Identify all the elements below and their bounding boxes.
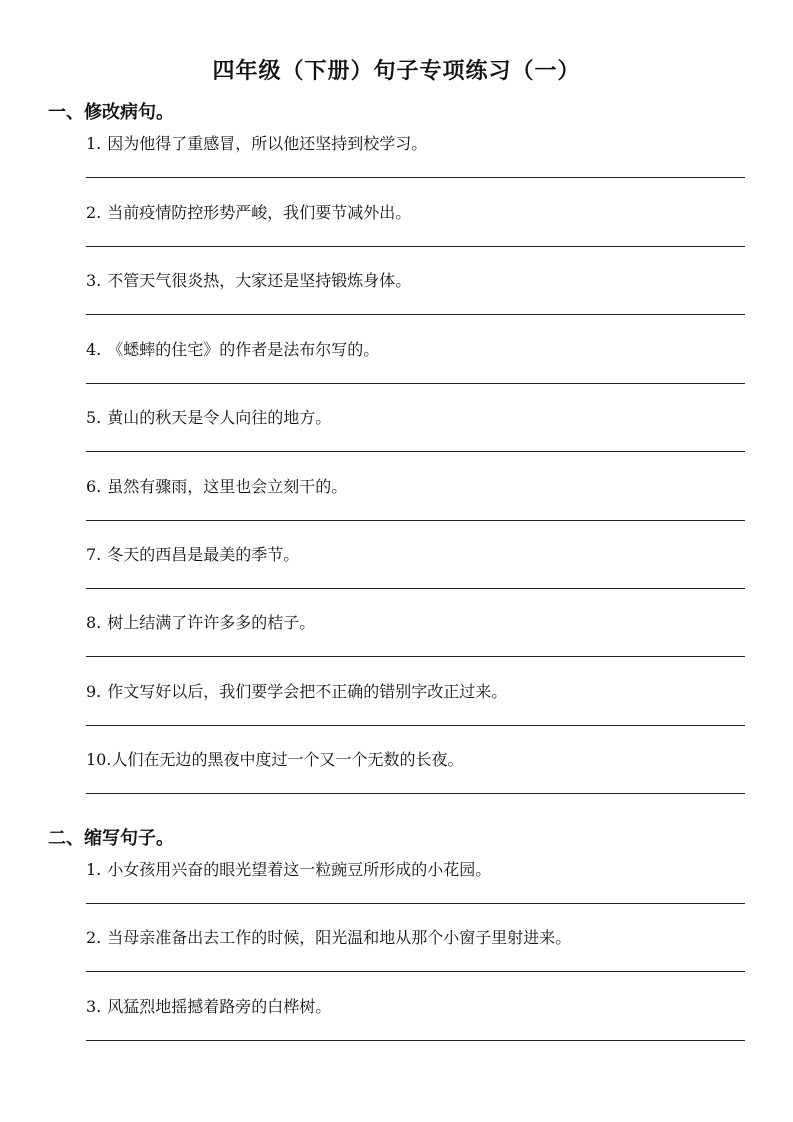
answer-line[interactable] [86,971,745,972]
page-title: 四年级（下册）句子专项练习（一） [212,58,581,84]
question-number: 7. [86,545,102,564]
question-sentence: 小女孩用兴奋的眼光望着这一粒豌豆所形成的小花园。 [107,860,492,879]
answer-line[interactable] [86,1040,745,1041]
question-number: 6. [86,477,102,496]
question-number: 2. [86,928,102,947]
question-sentence: 风猛烈地摇撼着路旁的白桦树。 [107,997,332,1016]
question-sentence: 当母亲准备出去工作的时候，阳光温和地从那个小窗子里射进来。 [107,928,572,947]
question-item [86,928,746,948]
question-text [86,340,746,360]
question-item [86,408,746,428]
answer-line[interactable] [86,314,745,315]
answer-line[interactable] [86,246,745,247]
question-item [86,545,746,565]
question-text [86,997,746,1017]
question-text [86,545,746,565]
question-item [86,860,746,880]
question-sentence: 当前疫情防控形势严峻，我们要节减外出。 [107,203,412,222]
question-text [86,271,746,291]
answer-line[interactable] [86,725,745,726]
question-number: 1. [86,860,102,879]
question-item [86,134,746,154]
question-text [86,928,746,948]
answer-line[interactable] [86,588,745,589]
question-sentence: 虽然有骤雨，这里也会立刻干的。 [107,477,348,496]
question-item [86,271,746,291]
answer-line[interactable] [86,793,745,794]
question-item [86,203,746,223]
answer-line[interactable] [86,520,745,521]
question-number: 8. [86,613,102,632]
question-number: 1. [86,134,102,153]
question-text [86,477,746,497]
question-text [86,860,746,880]
answer-line[interactable] [86,903,745,904]
question-text [86,134,746,154]
question-sentence: 树上结满了许许多多的桔子。 [107,613,316,632]
question-sentence: 黄山的秋天是令人向往的地方。 [107,408,332,427]
question-number: 3. [86,997,102,1016]
question-text [86,682,746,702]
question-item [86,682,746,702]
question-text [86,203,746,223]
question-item [86,750,746,770]
question-sentence: 因为他得了重感冒，所以他还坚持到校学习。 [107,134,428,153]
section-heading-revise: 一、修改病句。 [48,102,174,123]
question-number: 2. [86,203,102,222]
answer-line[interactable] [86,383,745,384]
question-number: 5. [86,408,102,427]
answer-line[interactable] [86,177,745,178]
question-number: 10. [86,750,112,769]
question-sentence: 冬天的西昌是最美的季节。 [107,545,300,564]
question-sentence: 《蟋蟀的住宅》的作者是法布尔写的。 [107,340,380,359]
question-number: 3. [86,271,102,290]
answer-line[interactable] [86,451,745,452]
answer-line[interactable] [86,656,745,657]
question-item [86,613,746,633]
question-sentence: 作文写好以后，我们要学会把不正确的错别字改正过来。 [107,682,508,701]
question-text [86,750,746,770]
question-text [86,408,746,428]
question-sentence: 不管天气很炎热，大家还是坚持锻炼身体。 [107,271,412,290]
question-item [86,477,746,497]
question-item [86,340,746,360]
question-sentence: 人们在无边的黑夜中度过一个又一个无数的长夜。 [111,750,464,769]
section-heading-condense: 二、缩写句子。 [48,828,174,849]
question-number: 4. [86,340,102,359]
question-number: 9. [86,682,102,701]
question-item [86,997,746,1017]
question-text [86,613,746,633]
